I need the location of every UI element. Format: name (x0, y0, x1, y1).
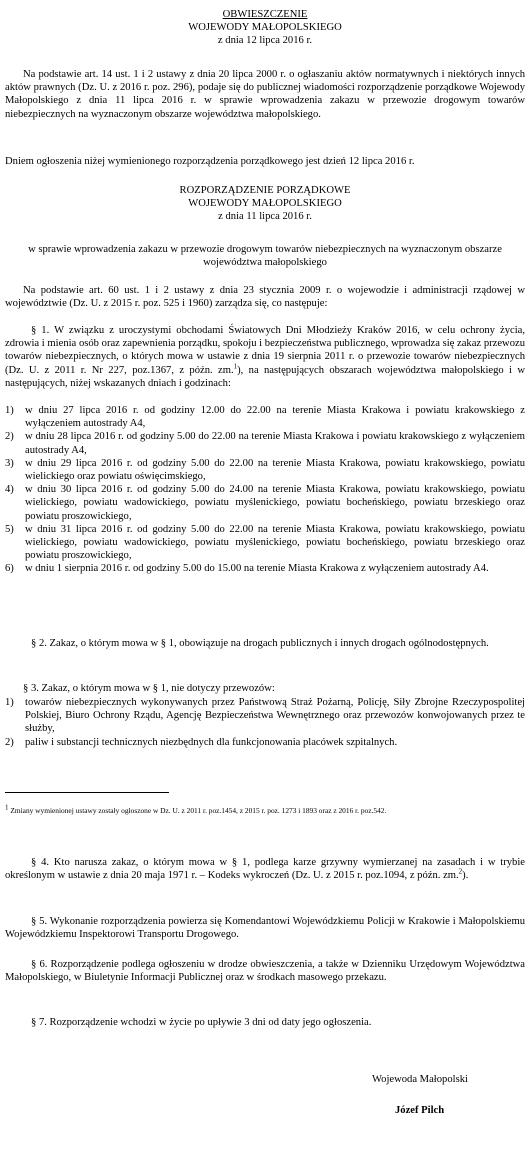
footnote-ref-2: 2 (458, 867, 463, 876)
regulation-subject: w sprawie wprowadzenia zakazu w przewozie drogowym towarów niebezpiecznych na wyznaczonym obszarze województwa małopolskiego (28, 244, 502, 269)
footnote-text: Zmiany wymienionej ustawy zostały ogłoszone w Dz. U. z 2011 r. poz.1454, z 2015 r. poz. 1273 i 1893 oraz z 2016 r. poz.542. (8, 806, 387, 816)
paragraph-4 (5, 856, 525, 882)
paragraph-6: § 6. Rozporządzenie podlega ogłoszeniu w drodze obwieszczenia, a także w Dzienniku Urzędowym Województwa Małopolskiego, w Biuletynie Informacji Publicznej oraz w środkach masowego przekazu. (5, 959, 525, 984)
list-item: 4) w dniu 30 lipca 2016 r. od godziny 5.00 do 24.00 na terenie Miasta Krakowa, powiatu krakowskiego, powiatu wielickiego, powiatu wadowickiego, powiatu myślenickiego, powiatu bocheńskiego, powiatu brzeskiego oraz powiatu proszowickiego, (5, 484, 525, 522)
paragraph-3-list (5, 696, 525, 749)
paragraph-1-text: § 1. W związku z uroczystymi obchodami Światowych Dni Młodzieży Kraków 2016, w celu ochrony życia, zdrowia i mienia osób oraz zapewnienia porządku, spokoju i bezpieczeństwa publicznego, wprowadza się zakaz przewozu towarów niebezpiecznych, o których mowa w ustawie z dnia 19 sierpnia 2011 r. o przewozie towarów niebezpiecznych (Dz. U. z 2011 r. Nr 227, poz.1367, z późn. zm. (5, 325, 525, 376)
paragraph-1-text-cont: ), na następujących obszarach województwa małopolskiego i w następujących, niżej wskazanych dniach i godzinach: (5, 364, 526, 389)
list-item: 2) w dniu 28 lipca 2016 r. od godziny 5.00 do 22.00 na terenie Miasta Krakowa i powiatu krakowskiego z wyłączeniem autostrady A4, (5, 431, 525, 456)
paragraph-4-text-end: ). (462, 870, 469, 882)
list-item: 2) paliw i substancji technicznych niezbędnych dla funkcjonowania placówek szpitalnych. (5, 736, 398, 748)
regulation-basis: Na podstawie art. 60 ust. 1 i 2 ustawy z dnia 23 stycznia 2009 r. o wojewodzie i administracji rządowej w województwie (Dz. U. z 2015 r. poz. 525 i 1960) zarządza się, co następuje: (5, 285, 525, 310)
paragraph-2: § 2. Zakaz, o którym mowa w § 1, obowiązuje na drogach publicznych i innych drogach ogólnodostępnych. (31, 638, 489, 649)
intro-paragraph: Na podstawie art. 14 ust. 1 i 2 ustawy z dnia 20 lipca 2000 r. o ogłaszaniu aktów normatywnych i niektórych innych aktów prawnych (Dz. U. z 2016 r. poz. 296), podaje się do publicznej wiadomości rozporządzenie porządkowe Wojewody Małopolskiego z dnia 11 lipca 2016 r. w sprawie wprowadzenia zakazu w przewozie drogowym towarów niebezpiecznych na wyznaczonym obszarze województwa małopolskiego. (5, 69, 525, 120)
footnote (5, 803, 525, 816)
signature-role: Wojewoda Małopolski (372, 1074, 468, 1085)
announcement-issuer: WOJEWODY MAŁOPOLSKIEGO (188, 22, 342, 34)
footnote-number: 1 (5, 803, 9, 812)
announcement-title: OBWIESZCZENIE (222, 9, 308, 20)
list-item: 5) w dniu 31 lipca 2016 r. od godziny 5.00 do 22.00 na terenie Miasta Krakowa, powiatu krakowskiego, powiatu wielickiego, powiatu wadowickiego, powiatu myślenickiego, powiatu bocheńskiego, powiatu brzeskiego oraz powiatu proszowickiego, (5, 523, 525, 562)
paragraph-1-list (5, 404, 525, 576)
announcement-date: z dnia 12 lipca 2016 r. (217, 35, 313, 47)
paragraph-7: § 7. Rozporządzenie wchodzi w życie po upływie 3 dni od daty jego ogłoszenia. (31, 1017, 372, 1028)
list-item: 1) w dniu 27 lipca 2016 r. od godziny 12.00 do 22.00 na terenie Miasta Krakowa i powiatu krakowskiego z wyłączeniem autostrady A4, (5, 405, 525, 430)
paragraph-3-lead: § 3. Zakaz, o którym mowa w § 1, nie dotyczy przewozów: (23, 683, 275, 694)
regulation-title: ROZPORZĄDZENIE PORZĄDKOWE (179, 185, 351, 196)
list-item: 6) w dniu 1 sierpnia 2016 r. od godziny 5.00 do 15.00 na terenie Miasta Krakowa z wyłączeniem autostrady A4. (5, 563, 489, 575)
announcement-heading (5, 8, 525, 48)
paragraph-5: § 5. Wykonanie rozporządzenia powierza się Komendantowi Wojewódzkiemu Policji w Krakowie i Małopolskiemu Wojewódzkiemu Inspektorowi Transportu Drogowego. (5, 916, 525, 941)
paragraph-1 (5, 324, 525, 390)
announcement-date-statement: Dniem ogłoszenia niżej wymienionego rozporządzenia porządkowego jest dzień 12 lipca 2016 r. (5, 156, 415, 167)
footnote-separator (5, 792, 169, 793)
regulation-heading (5, 184, 525, 224)
list-item: 1) towarów niebezpiecznych wykonywanych przez Państwową Straż Pożarną, Policję, Siły Zbrojne Rzeczypospolitej Polskiej, Biuro Ochrony Rządu, Agencję Bezpieczeństwa Wewnętrznego oraz przewozów konwojowanych przez te służby, (5, 697, 525, 735)
regulation-date: z dnia 11 lipca 2016 r. (218, 211, 312, 223)
footnote-ref-1: 1 (233, 362, 238, 371)
regulation-issuer: WOJEWODY MAŁOPOLSKIEGO (188, 198, 342, 210)
paragraph-4-text: § 4. Kto narusza zakaz, o którym mowa w § 1, podlega karze grzywny wymierzanej na zasadach i w trybie określonym w ustawie z dnia 20 maja 1971 r. – Kodeks wykroczeń (Dz. U. z 2015 r. poz.1094, z późn. zm. (5, 857, 525, 882)
list-item: 3) w dniu 29 lipca 2016 r. od godziny 5.00 do 22.00 na terenie Miasta Krakowa, powiatu krakowskiego, powiatu wielickiego oraz powiatu oświęcimskiego, (5, 457, 525, 483)
signature-name: Józef Pilch (395, 1105, 445, 1116)
